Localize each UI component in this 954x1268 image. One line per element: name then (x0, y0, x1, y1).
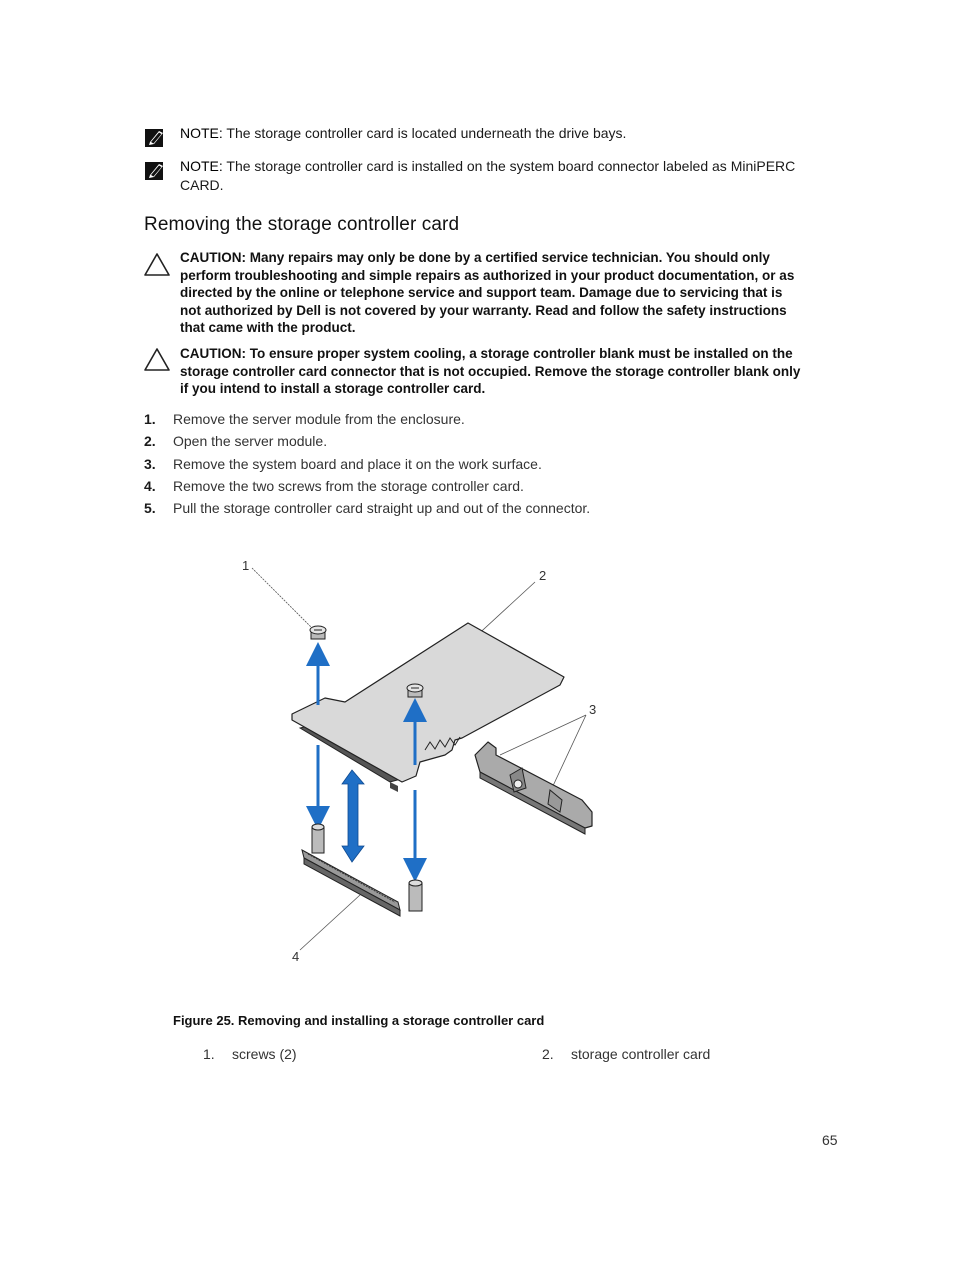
caution-1 (180, 249, 850, 337)
caution-line: directed by the online or telephone service and support team. Damage due to servicing that is (180, 285, 783, 300)
note-lead: NOTE: (180, 158, 223, 174)
storage-controller-card (292, 623, 564, 782)
note-1 (180, 124, 840, 143)
step-text: Pull the storage controller card straight up and out of the connector. (173, 500, 591, 516)
caution-line: not authorized by Dell is not covered by your warranty. Read and follow the safety instructions (180, 302, 787, 318)
callout-2: 2 (539, 568, 547, 583)
legend-text: screws (2) (232, 1046, 297, 1062)
step-text: Remove the system board and place it on the work surface. (173, 456, 542, 472)
callout-1: 1 (242, 558, 250, 573)
caution-line: CAUTION: To ensure proper system cooling, a storage controller blank must be installed on the (180, 346, 793, 361)
legend-number: 1. (203, 1046, 215, 1062)
note-icon (144, 126, 166, 148)
step-number: 2. (144, 433, 156, 449)
callout-leader-4 (300, 895, 360, 950)
note-body: The storage controller card is located underneath the drive bays. (222, 125, 627, 141)
note-lead: NOTE: (180, 125, 223, 141)
caution-line: that came with the product. (180, 320, 356, 335)
step-number: 5. (144, 500, 156, 516)
figure-caption: Figure 25. Removing and installing a storage controller card (173, 1013, 545, 1028)
step-text: Open the server module. (173, 433, 328, 449)
standoff-2 (409, 880, 422, 911)
callout-leader-1 (252, 568, 312, 628)
storage-controller-figure (230, 550, 630, 970)
double-arrow (342, 770, 364, 862)
step-text: Remove the server module from the enclosure. (173, 411, 465, 427)
step-number: 4. (144, 478, 156, 494)
note-icon (144, 159, 166, 181)
screw-1 (310, 626, 326, 639)
legend-number: 2. (542, 1046, 554, 1062)
card-edge-tab (390, 782, 398, 792)
caution-line: storage controller card connector that is not occupied. Remove the storage controller blank only (180, 363, 801, 379)
caution-line: perform troubleshooting and simple repairs as authorized in your product documentation, or as (180, 267, 795, 283)
caution-2 (180, 345, 850, 398)
step-number: 1. (144, 411, 156, 427)
callout-leader-3a (500, 715, 586, 755)
callout-3: 3 (589, 702, 597, 717)
callout-4: 4 (292, 949, 300, 964)
section-heading: Removing the storage controller card (144, 214, 460, 235)
step-text: Remove the two screws from the storage controller card. (173, 478, 524, 494)
caution-icon (143, 347, 171, 377)
callout-leader-3b (552, 715, 586, 788)
card-bracket (475, 742, 592, 834)
page-number: 65 (822, 1132, 838, 1148)
note-2 (180, 157, 850, 195)
caution-line: if you intend to install a storage controller card. (180, 381, 486, 396)
note-body-cont: CARD. (180, 177, 224, 193)
caution-icon (143, 252, 171, 282)
step-number: 3. (144, 456, 156, 472)
legend-text: storage controller card (571, 1046, 711, 1062)
note-body: The storage controller card is installed on the system board connector labeled as MiniPERC (222, 158, 796, 174)
caution-line: CAUTION: Many repairs may only be done by a certified service technician. You should only (180, 250, 770, 265)
screw-2 (407, 684, 423, 697)
standoff-1 (312, 824, 324, 853)
